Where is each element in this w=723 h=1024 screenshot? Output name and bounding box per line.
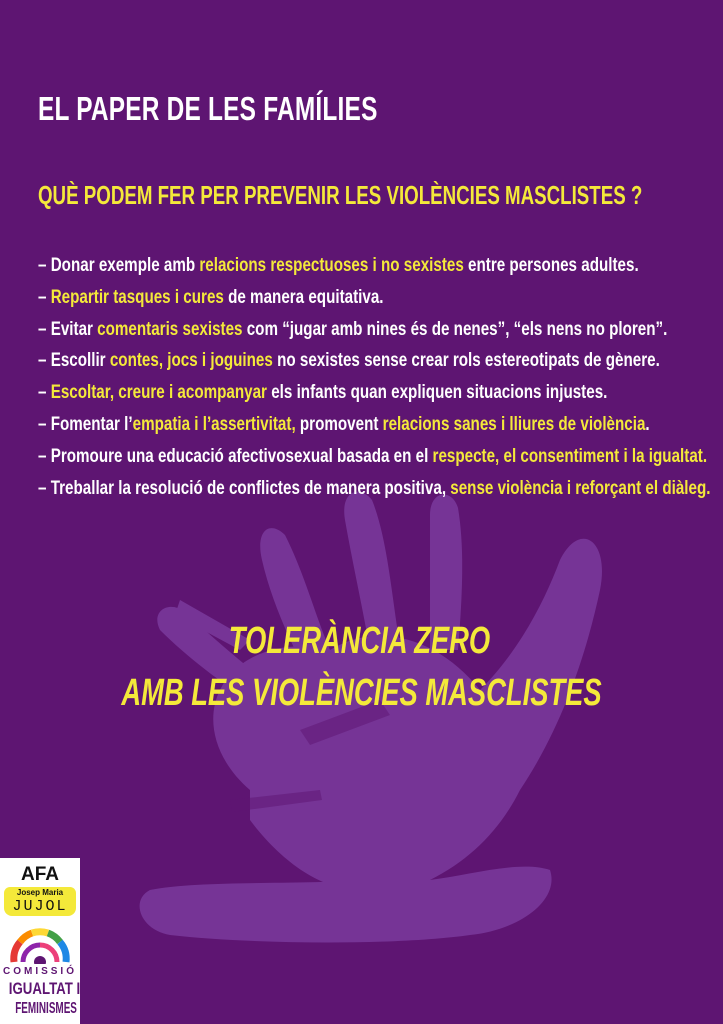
logo-commission-1: COMISSIÓ	[2, 966, 77, 977]
page-subtitle: QUÈ PODEM FER PER PREVENIR LES VIOLÈNCIES MASCLISTES ?	[38, 180, 643, 210]
list-item: – Evitar comentaris sexistes com “jugar amb nines és de nenes”, “els nens no ploren”.	[38, 318, 668, 340]
list-item: – Treballar la resolució de conflictes de manera positiva, sense violència i reforçant el diàleg.	[38, 477, 711, 499]
logo-commission-3: FEMINISMES	[15, 1000, 77, 1017]
rainbow-ring-icon	[6, 924, 74, 964]
list-item: – Escoltar, creure i acompanyar els infants quan expliquen situacions injustes.	[38, 382, 608, 404]
list-item: – Fomentar l’empatia i l’assertivitat, promovent relacions sanes i lliures de violència.	[38, 413, 650, 435]
logo-commission-2: IGUALTAT I	[8, 979, 81, 998]
logo-afa-text: AFA	[21, 864, 59, 885]
logo-school-top: Josep Maria	[4, 887, 76, 899]
list-item: – Escollir contes, jocs i joguines no sexistes sense crear rols estereotipats de gènere.	[38, 350, 660, 372]
slogan-line-2: AMB LES VIOLÈNCIES MASCLISTES	[121, 672, 602, 714]
list-item: – Promoure una educació afectivosexual basada en el respecte, el consentiment i la igualtat.	[38, 445, 708, 467]
list-item: – Repartir tasques i cures de manera equitativa.	[38, 286, 384, 308]
page-title: EL PAPER DE LES FAMÍLIES	[38, 90, 378, 127]
advice-list	[38, 255, 710, 509]
list-item: – Donar exemple amb relacions respectuoses i no sexistes entre persones adultes.	[38, 255, 639, 276]
logo-school-name: JUJOL	[4, 898, 76, 916]
slogan-line-1: TOLERÀNCIA ZERO	[228, 620, 491, 662]
afa-logo	[0, 858, 80, 1024]
